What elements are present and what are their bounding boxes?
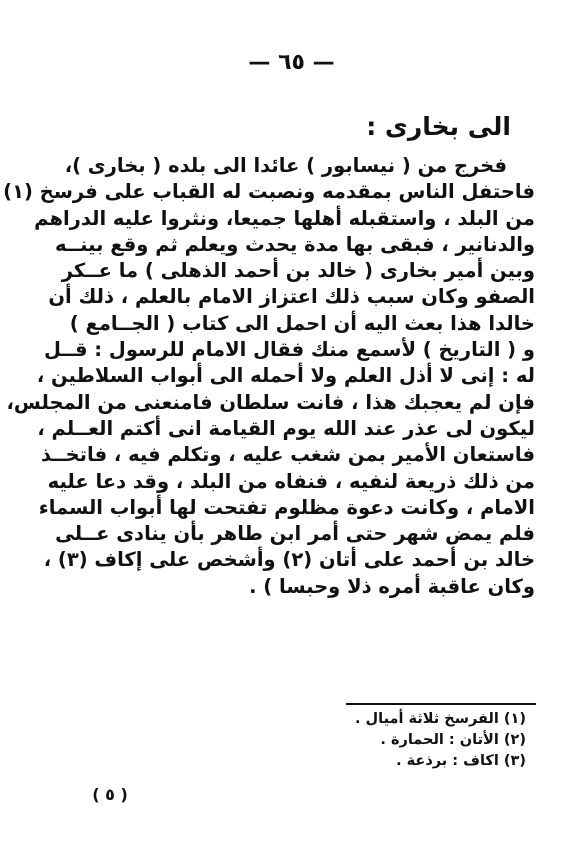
footnote-item: (٣) اكاف : برذعة . bbox=[396, 753, 526, 769]
body-line: الصفو وكان سبب ذلك اعتزاز الامام بالعلم ، ذلك أن bbox=[48, 285, 535, 309]
body-line: ليكون لى عذر عند الله يوم القيامة انى أكتم العــلم ، bbox=[37, 416, 535, 440]
body-line: من البلد ، واستقبله أهلها جميعا، ونثروا عليه الدراهم bbox=[34, 206, 535, 230]
body-line: الامام ، وكانت دعوة مظلوم تفتحت لها أبواب السماء bbox=[38, 495, 535, 519]
body-line: والدنانير ، فبقى بها مدة يحدث ويعلم ثم وقع بينــه bbox=[55, 232, 535, 256]
body-line: خالدا هذا بعث اليه أن احمل الى كتاب ( الجــامع ) bbox=[69, 311, 535, 335]
body-text bbox=[3, 153, 535, 600]
body-line: له : إنى لا أذل العلم ولا أحمله الى أبواب السلاطين ، bbox=[36, 364, 535, 388]
body-line: فإن لم يعجبك هذا ، فانت سلطان فامنعنى من المجلس، bbox=[6, 390, 535, 414]
footnote-item: (١) الفرسخ ثلاثة أميال . bbox=[355, 711, 526, 727]
body-line: و ( التاريخ ) لأسمع منك فقال الامام للرسول : قــل bbox=[44, 338, 535, 362]
body-line: وبين أمير بخارى ( خالد بن أحمد الذهلى ) ما عــكر bbox=[61, 259, 535, 283]
body-line: من ذلك ذريعة لنفيه ، فنفاه من البلد ، وقد دعا عليه bbox=[47, 469, 535, 493]
section-heading: الى بخارى : bbox=[366, 112, 511, 141]
page-number: — ٦٥ — bbox=[248, 50, 335, 75]
footnote-divider bbox=[346, 703, 536, 705]
body-line: خالد بن أحمد على أتان (٢) وأشخص على إكاف (٣) ، bbox=[43, 548, 535, 572]
signature-marker: ( ٥ ) bbox=[92, 785, 128, 804]
body-line: فلم يمض شهر حتى أمر ابن طاهر بأن ينادى عــلى bbox=[55, 522, 535, 546]
footnote-item: (٢) الأتان : الحمارة . bbox=[380, 732, 526, 748]
footnotes bbox=[226, 709, 526, 772]
body-line: وكان عاقبة أمره ذلا وحبسا ) . bbox=[249, 574, 535, 598]
body-line: فخرج من ( نيسابور ) عائدا الى بلده ( بخارى )، bbox=[64, 154, 507, 177]
body-line: فاحتفل الناس بمقدمه ونصبت له القباب على فرسخ (١) bbox=[3, 180, 535, 204]
body-line: فاستعان الأمير بمن شغب عليه ، وتكلم فيه ، فاتخــذ bbox=[41, 443, 535, 467]
